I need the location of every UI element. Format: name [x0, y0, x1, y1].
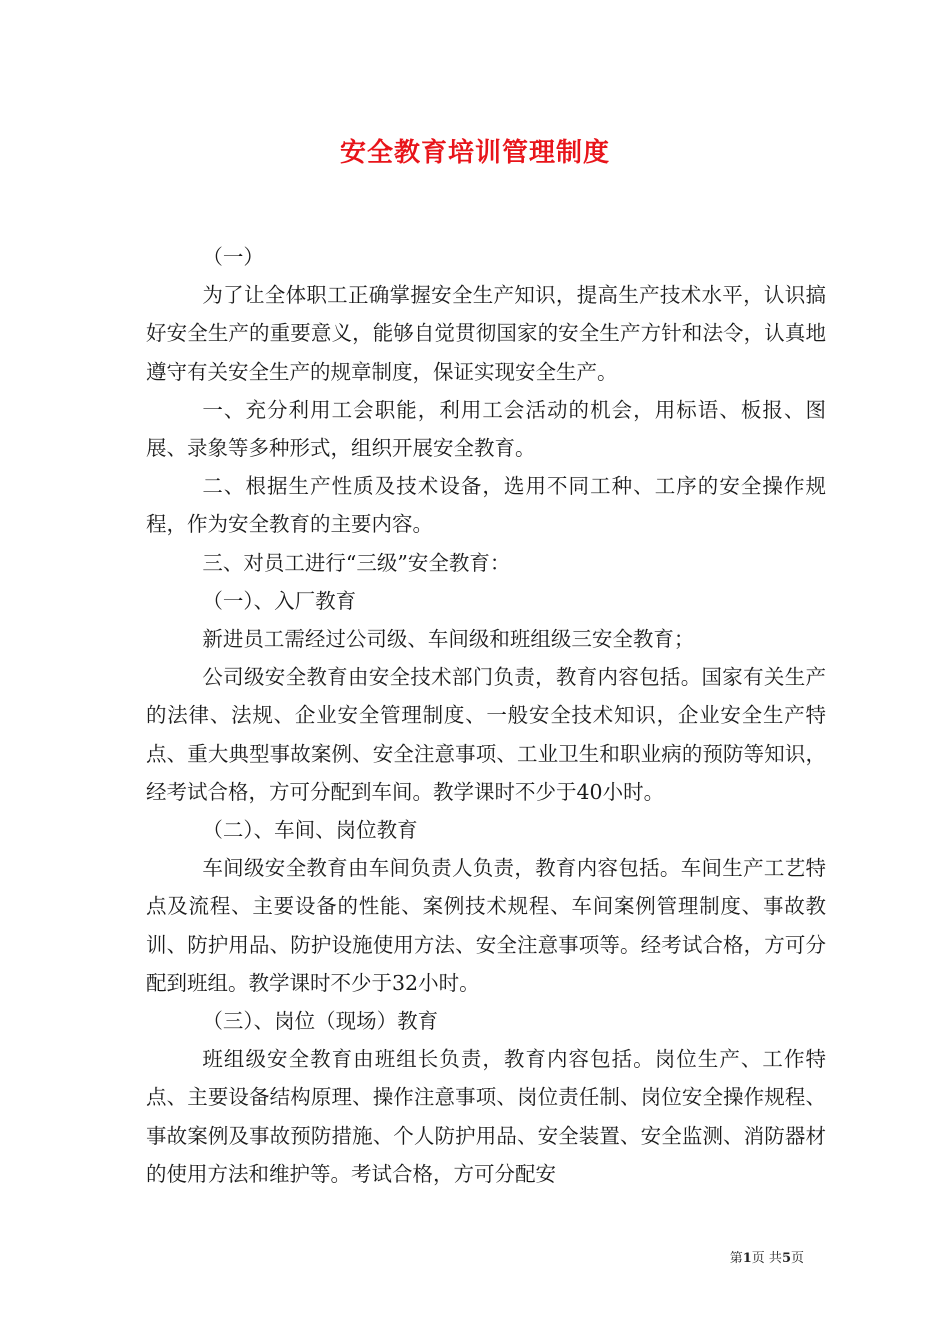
footer-suffix: 页 [790, 1251, 804, 1266]
subheading-site-education: （三）、岗位（现场）教育 [202, 1009, 439, 1034]
footer-total-pages: 5 [781, 1251, 791, 1266]
paragraph-item-2: 二、根据生产性质及技术设备，选用不同工种、工序的安全操作规程，作为安全教育的主要内容。 [146, 474, 826, 537]
paragraph-new-staff: 新进员工需经过公司级、车间级和班组级三安全教育； [202, 627, 695, 652]
footer-prefix: 第 [729, 1251, 743, 1266]
subheading-entry-education: （一）、入厂教育 [202, 588, 357, 613]
paragraph-item-1: 一、充分利用工会职能，利用工会活动的机会，用标语、板报、图展、录象等多种形式，组织开展安全教育。 [146, 397, 826, 461]
document-title: 安全教育培训管理制度 [339, 138, 610, 168]
paragraph-team-level: 班组级安全教育由班组长负责，教育内容包括。岗位生产、工作特点、主要设备结构原理、操作注意事项、岗位责任制、岗位安全操作规程、事故案例及事故预防措施、个人防护用品、安全装置、安全监测、消防器材的使用方法和维护等。考试合格，方可分配安 [146, 1047, 826, 1186]
paragraph-company-level: 公司级安全教育由安全技术部门负责，教育内容包括。国家有关生产的法律、法规、企业安全管理制度、一般安全技术知识，企业安全生产特点、重大典型事故案例、安全注意事项、工业卫生和职业病的预防等知识，经考试合格，方可分配到车间。教学课时不少于40小时。 [146, 665, 826, 804]
paragraph-workshop-level: 车间级安全教育由车间负责人负责，教育内容包括。车间生产工艺特点及流程、主要设备的性能、案例技术规程、车间案例管理制度、事故教训、防护用品、防护设施使用方法、安全注意事项等。经考试合格，方可分配到班组。教学课时不少于32小时。 [146, 856, 826, 995]
page-number-footer [730, 1247, 804, 1266]
paragraph-section-marker: （一） [202, 245, 264, 269]
paragraph-item-3: 三、对员工进行“三级”安全教育： [202, 550, 511, 575]
paragraph-purpose: 为了让全体职工正确掌握安全生产知识，提高生产技术水平，认识搞好安全生产的重要意义，能够自觉贯彻国家的安全生产方针和法令，认真地遵守有关安全生产的规章制度，保证实现安全生产。 [146, 283, 826, 384]
footer-current-page: 1 [742, 1251, 752, 1266]
subheading-workshop-education: （二）、车间、岗位教育 [202, 818, 418, 843]
document-body [146, 238, 826, 1193]
footer-middle: 页 共 [751, 1251, 782, 1266]
